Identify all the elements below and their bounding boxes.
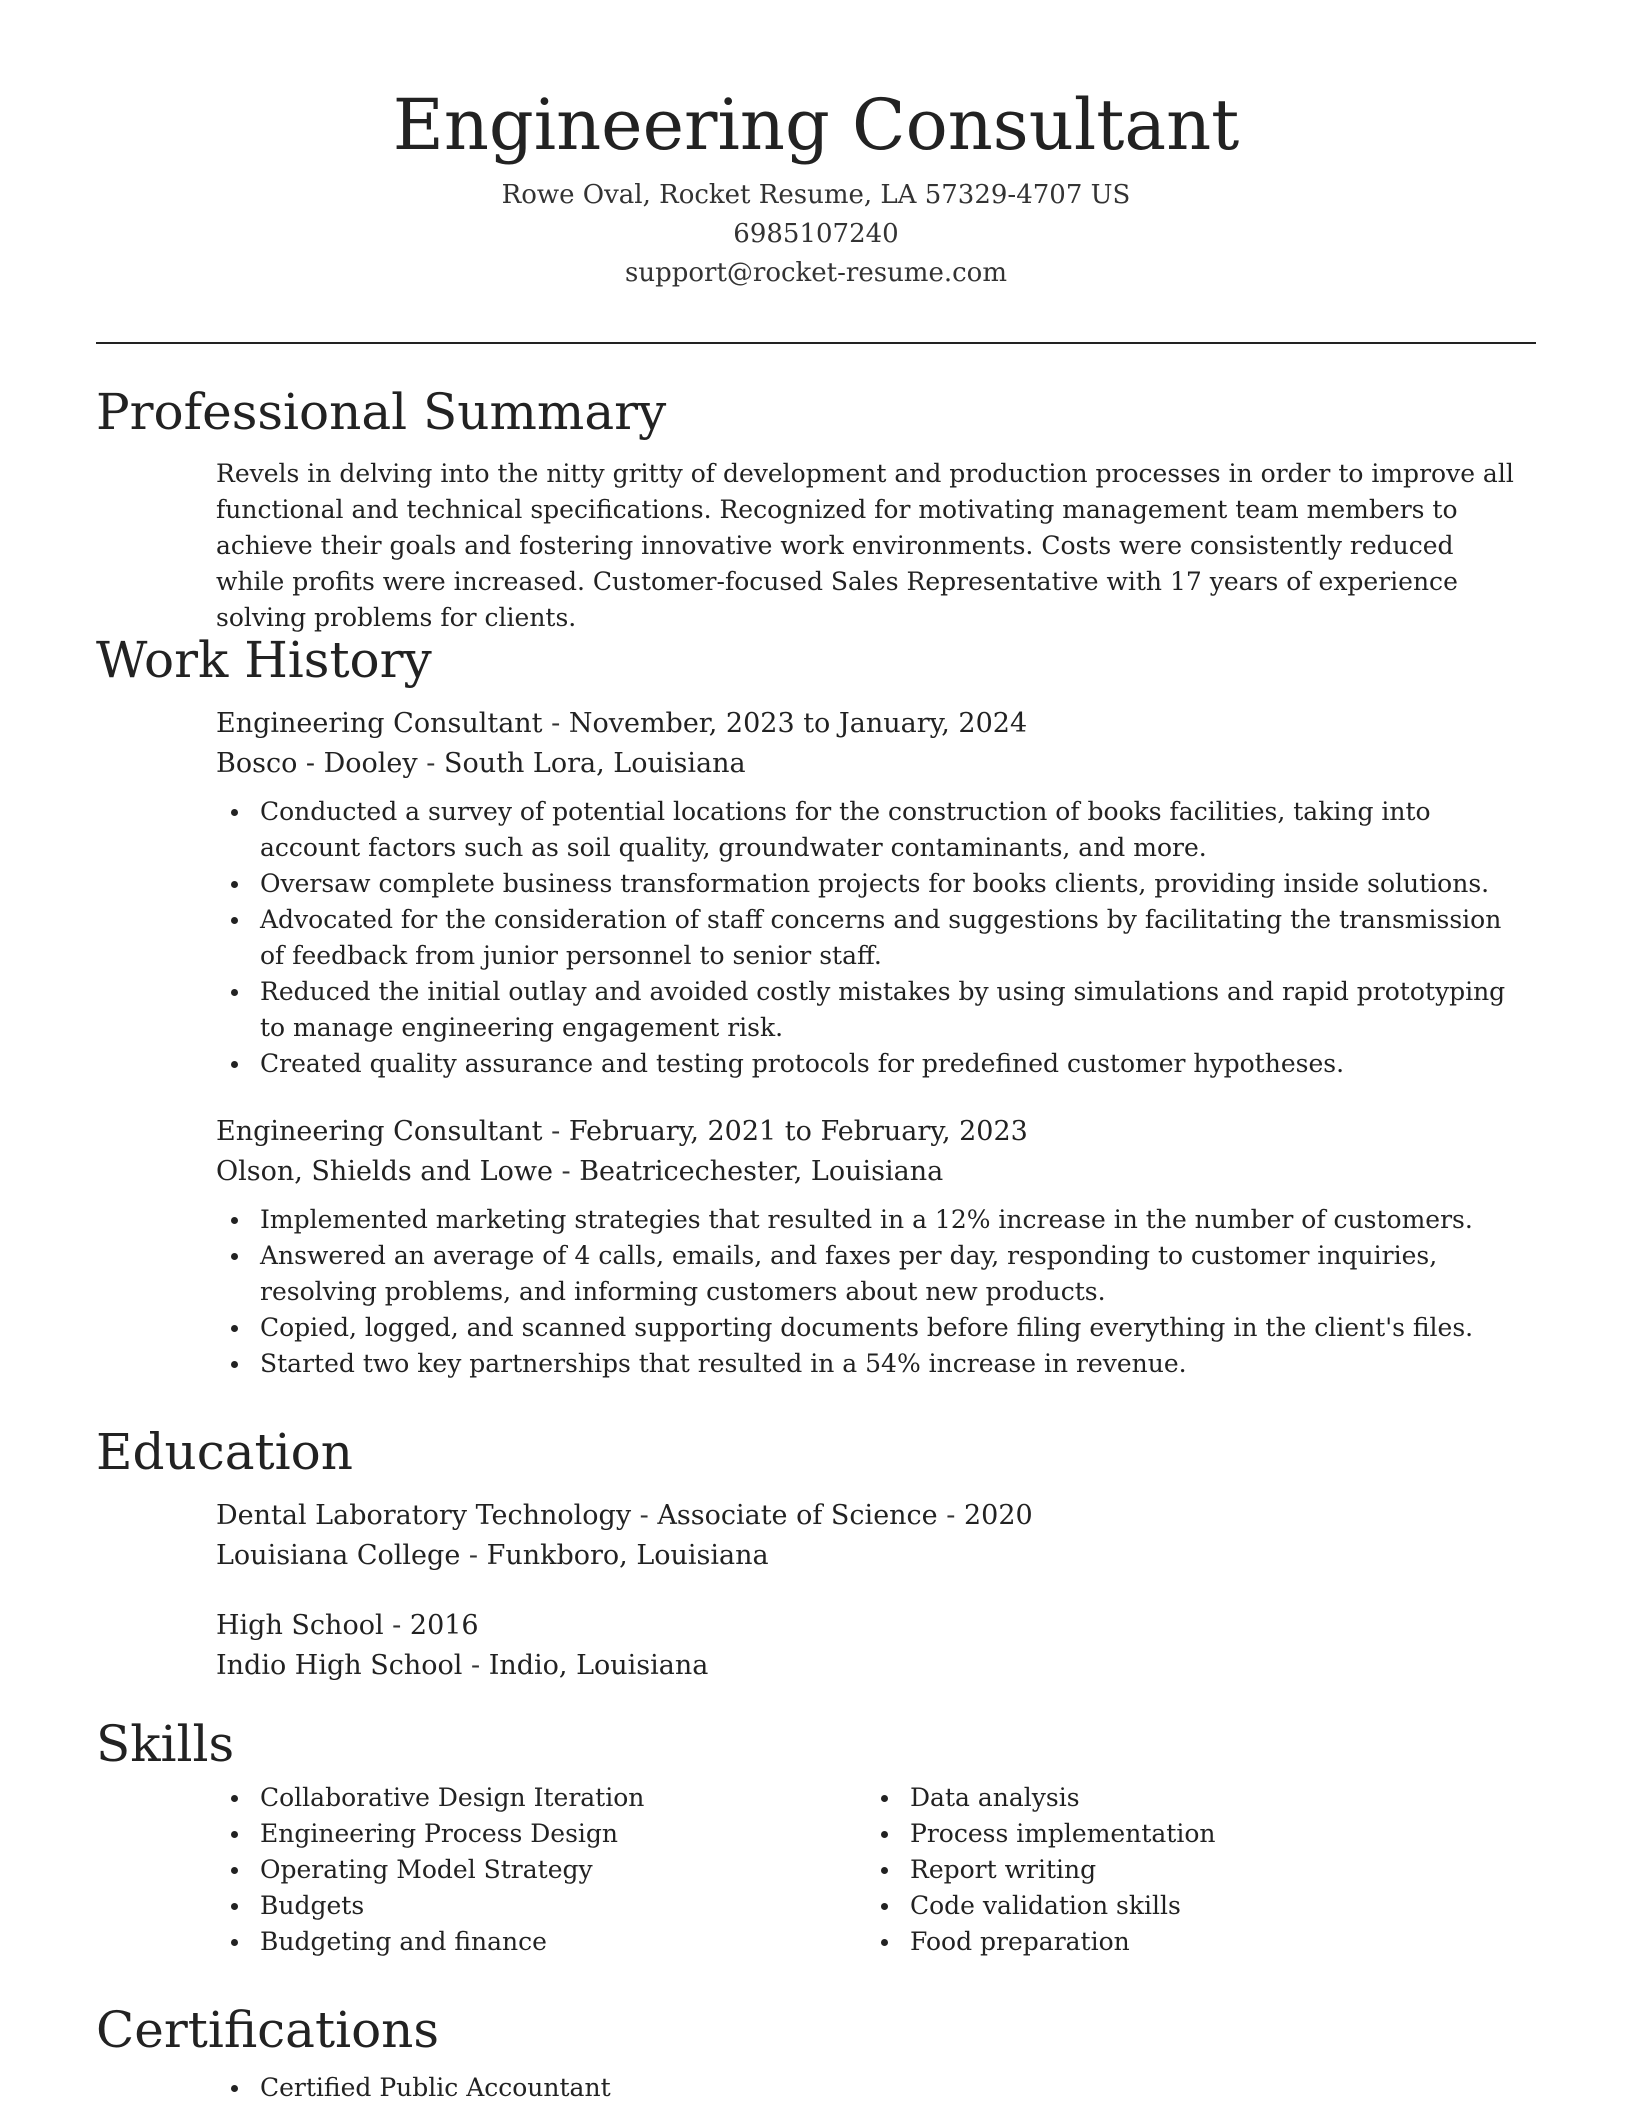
job-dates: November, 2023 to January, 2024 — [568, 708, 1028, 739]
section-title-education: Education — [96, 1423, 353, 1481]
section-title-work-history: Work History — [96, 631, 432, 689]
education-location: Funkboro, Louisiana — [486, 1540, 769, 1571]
summary-text: Revels in delving into the nitty gritty of development and production processes in order to improve all functional and technical specifications. Recognized for motivating management team members to achieve their goals and fostering innovative work environments. Costs were consistently reduced while profits were increased. Customer-focused Sales Representative with 17 years of experience solving problems for clients. — [216, 459, 1514, 632]
job-dates: February, 2021 to February, 2023 — [568, 1116, 1028, 1147]
education-entry — [216, 1496, 1516, 1576]
section-title-skills: Skills — [96, 1715, 235, 1773]
list-item: Created quality assurance and testing protocols for predefined customer hypotheses. — [216, 1046, 1516, 1082]
section-title-certifications: Certifications — [96, 2001, 440, 2059]
list-item: Conducted a survey of potential locations for the construction of books facilities, taking into account factors such as soil quality, groundwater contaminants, and more. — [216, 794, 1516, 866]
resume-header — [0, 80, 1632, 293]
education-school: Indio High School — [216, 1650, 463, 1681]
education-entry — [216, 1606, 1516, 1686]
work-history-section — [96, 628, 1536, 1382]
education-year: 2016 — [409, 1610, 479, 1641]
job-entry — [216, 1112, 1516, 1382]
education-school-line: Louisiana College - Funkboro, Louisiana — [216, 1540, 769, 1571]
education-school: Louisiana College — [216, 1540, 461, 1571]
list-item: Reduced the initial outlay and avoided costly mistakes by using simulations and rapid prototyping to manage engineering engagement risk. — [216, 974, 1516, 1046]
list-item: Oversaw complete business transformation projects for books clients, providing inside solutions. — [216, 866, 1516, 902]
list-item: Engineering Process Design — [216, 1816, 866, 1852]
list-item: Budgets — [216, 1888, 866, 1924]
list-item: Answered an average of 4 calls, emails, and faxes per day, responding to customer inquiries, resolving problems, and informing customers about new products. — [216, 1238, 1516, 1310]
skills-list-left — [216, 1780, 866, 1960]
job-company-line: Olson, Shields and Lowe - Beatricechester, Louisiana — [216, 1156, 944, 1187]
phone: 6985107240 — [733, 219, 899, 249]
email: support@rocket-resume.com — [624, 258, 1007, 288]
list-item: Report writing — [866, 1852, 1516, 1888]
candidate-name: Engineering Consultant — [392, 84, 1240, 166]
list-item: Data analysis — [866, 1780, 1516, 1816]
contact-block — [0, 176, 1632, 293]
job-bullets — [216, 794, 1516, 1082]
section-title-summary: Professional Summary — [96, 383, 667, 441]
list-item: Started two key partnerships that resulted in a 54% increase in revenue. — [216, 1346, 1516, 1382]
education-degree-line: High School - 2016 — [216, 1610, 479, 1641]
list-item: Collaborative Design Iteration — [216, 1780, 866, 1816]
job-entry — [216, 704, 1516, 1082]
job-company: Olson, Shields and Lowe — [216, 1156, 553, 1187]
skills-columns — [216, 1780, 1516, 1960]
address: Rowe Oval, Rocket Resume, LA 57329-4707 US — [501, 180, 1131, 210]
list-item: Certified Public Accountant — [216, 2070, 1516, 2106]
job-company: Bosco - Dooley — [216, 748, 418, 779]
job-location: South Lora, Louisiana — [443, 748, 746, 779]
list-item: Code validation skills — [866, 1888, 1516, 1924]
header-divider — [96, 342, 1536, 344]
job-role: Engineering Consultant — [216, 708, 543, 739]
list-item: Process implementation — [866, 1816, 1516, 1852]
job-location: Beatricechester, Louisiana — [579, 1156, 944, 1187]
education-school-line: Indio High School - Indio, Louisiana — [216, 1650, 709, 1681]
job-company-line: Bosco - Dooley - South Lora, Louisiana — [216, 748, 746, 779]
list-item: Implemented marketing strategies that resulted in a 12% increase in the number of customers. — [216, 1202, 1516, 1238]
education-degree: Associate of Science — [657, 1500, 938, 1531]
education-degree-line: Dental Laboratory Technology - Associate of Science - 2020 — [216, 1500, 1033, 1531]
education-section — [96, 1420, 1536, 1686]
skills-list-right — [866, 1780, 1516, 1960]
list-item: Budgeting and finance — [216, 1924, 866, 1960]
list-item: Operating Model Strategy — [216, 1852, 866, 1888]
education-location: Indio, Louisiana — [488, 1650, 709, 1681]
job-bullets — [216, 1202, 1516, 1382]
summary-section — [96, 380, 1536, 636]
job-title-line: Engineering Consultant - November, 2023 to January, 2024 — [216, 708, 1028, 739]
education-year: 2020 — [963, 1500, 1033, 1531]
skills-section — [96, 1712, 1536, 1960]
list-item: Food preparation — [866, 1924, 1516, 1960]
education-degree: High School — [216, 1610, 384, 1641]
list-item: Copied, logged, and scanned supporting documents before filing everything in the client's files. — [216, 1310, 1516, 1346]
job-title-line: Engineering Consultant - February, 2021 to February, 2023 — [216, 1116, 1028, 1147]
certifications-list — [216, 2070, 1516, 2106]
list-item: Advocated for the consideration of staff concerns and suggestions by facilitating the transmission of feedback from junior personnel to senior staff. — [216, 902, 1516, 974]
education-field: Dental Laboratory Technology — [216, 1500, 632, 1531]
certifications-section — [96, 1998, 1536, 2106]
job-role: Engineering Consultant — [216, 1116, 543, 1147]
